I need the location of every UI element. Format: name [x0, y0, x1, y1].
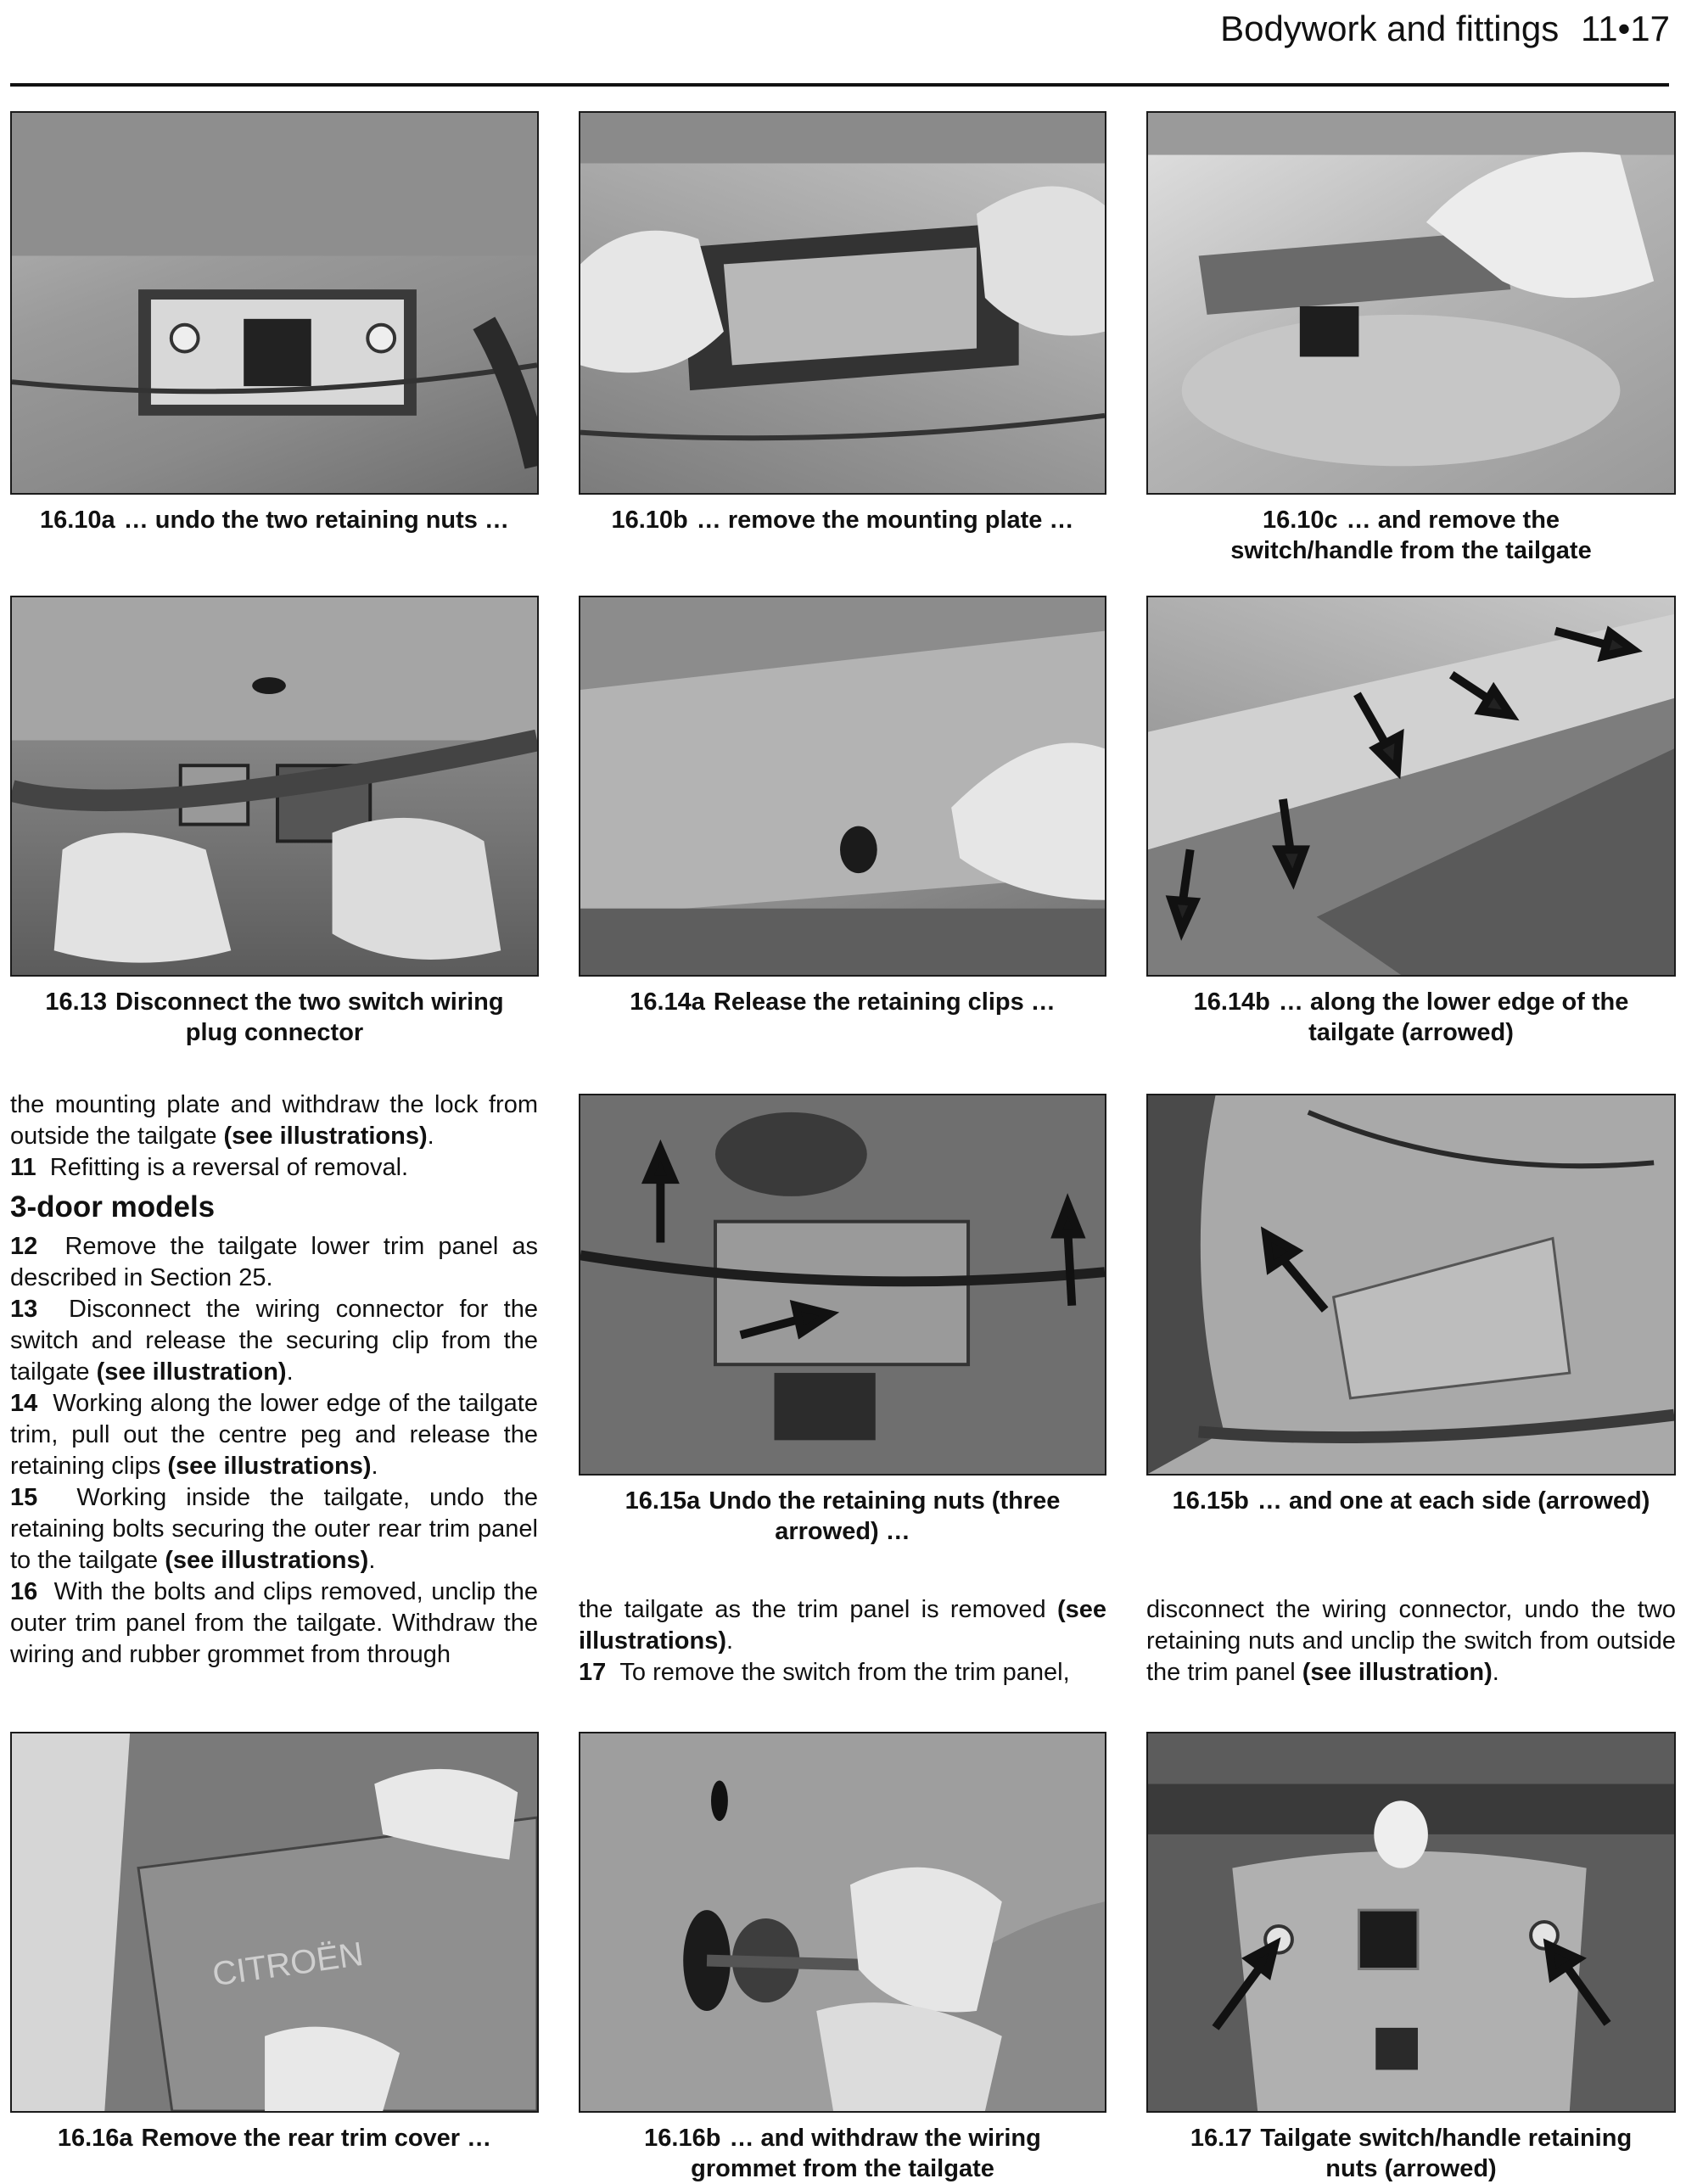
- caption-text: Tailgate switch/handle retaining nuts (arrowed): [1260, 2125, 1633, 2182]
- caption-text: Remove the rear trim cover …: [141, 2125, 492, 2152]
- svg-text:CITROËN: CITROËN: [210, 1935, 366, 1994]
- caption-number: 16.15b: [1172, 1487, 1249, 1515]
- photo-16-16b: [579, 1732, 1106, 2113]
- photo-16-10c: [1146, 111, 1676, 495]
- photo-16-13: [10, 596, 539, 977]
- header-rule: [10, 83, 1669, 87]
- text-column-3: [1146, 1594, 1676, 1688]
- photo-16-10b: [579, 111, 1106, 495]
- caption-16-15a: [579, 1486, 1106, 1547]
- text-column-1: [10, 1089, 538, 1671]
- paragraph-12: 12 Remove the tailgate lower trim panel as described in Section 25.: [10, 1233, 538, 1291]
- caption-text: Disconnect the two switch wiring plug connector: [115, 988, 504, 1046]
- section-heading: 3-door models: [10, 1190, 216, 1224]
- caption-text: … undo the two retaining nuts …: [123, 507, 509, 534]
- caption-text: … and one at each side (arrowed): [1257, 1487, 1650, 1515]
- caption-16-14a: [579, 987, 1106, 1017]
- caption-16-17: [1146, 2123, 1676, 2184]
- caption-16-16b: [579, 2123, 1106, 2184]
- caption-number: 16.17: [1190, 2125, 1252, 2152]
- caption-16-10b: [579, 505, 1106, 535]
- caption-text: … and withdraw the wiring grommet from the tailgate: [691, 2125, 1041, 2182]
- caption-number: 16.10a: [39, 507, 115, 534]
- caption-number: 16.15a: [625, 1487, 701, 1515]
- paragraph-17: 17 To remove the switch from the trim panel,: [579, 1659, 1070, 1686]
- paragraph: the mounting plate and withdraw the lock from outside the tailgate (see illustrations).: [10, 1091, 538, 1150]
- caption-number: 16.10c: [1262, 507, 1338, 534]
- caption-text: … and remove the switch/handle from the tailgate: [1230, 507, 1592, 564]
- caption-number: 16.16b: [644, 2125, 721, 2152]
- caption-text: Undo the retaining nuts (three arrowed) …: [709, 1487, 1061, 1545]
- caption-16-13: [10, 987, 539, 1048]
- caption-number: 16.14b: [1193, 988, 1270, 1016]
- paragraph: disconnect the wiring connector, undo the two retaining nuts and unclip the switch from outside the trim panel (see illustration).: [1146, 1596, 1676, 1686]
- caption-16-14b: [1146, 987, 1676, 1048]
- page-number: 11•17: [1580, 8, 1670, 48]
- caption-text: … remove the mounting plate …: [696, 507, 1074, 534]
- caption-number: 16.13: [45, 988, 107, 1016]
- paragraph-13: 13 Disconnect the wiring connector for the switch and release the securing clip from the tailgate (see illustration).: [10, 1296, 538, 1386]
- caption-number: 16.14a: [630, 988, 705, 1016]
- caption-16-10c: [1146, 505, 1676, 566]
- paragraph-15: 15 Working inside the tailgate, undo the retaining bolts securing the outer rear trim panel to the tailgate (see illustrations).: [10, 1484, 538, 1574]
- caption-text: Release the retaining clips …: [713, 988, 1056, 1016]
- caption-number: 16.10b: [611, 507, 688, 534]
- caption-16-16a: [10, 2123, 539, 2153]
- photo-16-15b: [1146, 1094, 1676, 1476]
- text-column-2: [579, 1594, 1106, 1688]
- paragraph: the tailgate as the trim panel is removed (see illustrations).: [579, 1596, 1106, 1655]
- paragraph-11: 11 Refitting is a reversal of removal.: [10, 1154, 409, 1181]
- photo-16-14a: [579, 596, 1106, 977]
- paragraph-14: 14 Working along the lower edge of the tailgate trim, pull out the centre peg and release the retaining clips (see illustrations).: [10, 1390, 538, 1480]
- paragraph-16: 16 With the bolts and clips removed, unclip the outer trim panel from the tailgate. Withdraw the wiring and rubber grommet from through: [10, 1578, 538, 1668]
- caption-number: 16.16a: [57, 2125, 133, 2152]
- caption-text: … along the lower edge of the tailgate (arrowed): [1278, 988, 1629, 1046]
- photo-16-15a: [579, 1094, 1106, 1476]
- photo-16-16a: [10, 1732, 539, 2113]
- header-title: Bodywork and fittings: [1220, 8, 1560, 48]
- caption-16-10a: [10, 505, 539, 535]
- running-header: [1220, 5, 1670, 53]
- photo-16-17: [1146, 1732, 1676, 2113]
- caption-16-15b: [1146, 1486, 1676, 1516]
- photo-16-10a: [10, 111, 539, 495]
- photo-16-14b: [1146, 596, 1676, 977]
